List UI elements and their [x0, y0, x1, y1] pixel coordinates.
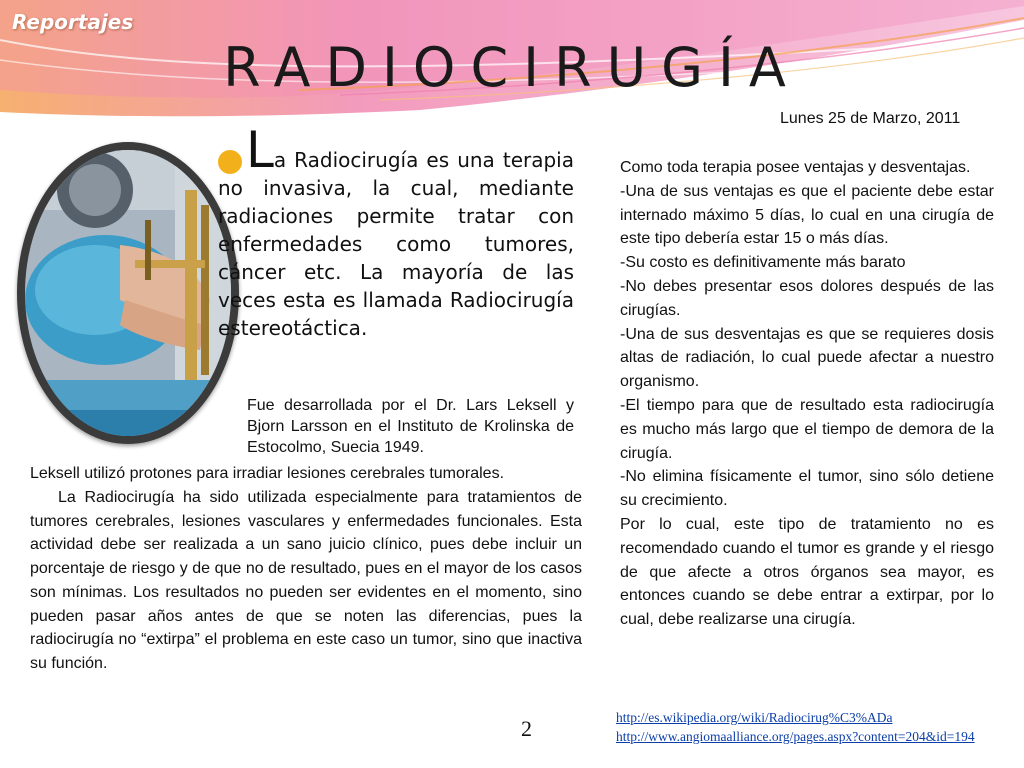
right-paragraph: -No debes presentar esos dolores después de las cirugías. [620, 277, 994, 319]
section-tag: Reportajes [12, 10, 134, 34]
intro-text: a Radiocirugía es una terapia no invasiva, la cual, mediante radiaciones permite tratar con enfermedades como tumores, cáncer etc. La mayoría de las veces esta es llamada Radiocirugía estereotáctica. [218, 148, 574, 340]
page-number: 2 [521, 716, 532, 741]
drop-cap: L [246, 121, 274, 179]
right-paragraph: -Una de sus desventajas es que se requieres dosis altas de radiación, lo cual puede afectar a nuestro organismo. [620, 325, 994, 391]
right-paragraph: -No elimina físicamente el tumor, sino sólo detiene su crecimiento. [620, 468, 994, 510]
patient-photo-frame [17, 142, 239, 444]
intro-paragraph [218, 121, 574, 342]
body-paragraph: La Radiocirugía ha sido utilizada especialmente para tratamientos de tumores cerebrales, lesiones vasculares y enfermedades funcionales. Esta actividad debe ser realizada a un sano juicio clínico, pues debe incluir un porcentaje de riesgo y de que no de resultado, pues en el mayor de los casos son mínimas. Los resultados no pueden ser evidentes en el momento, sino pueden pasar años antes de que se noten las diferencias, pues la radiocirugía no “extirpa” el problema en este caso un tumor, sino que inactiva su función. [30, 489, 582, 672]
right-paragraph: Como toda terapia posee ventajas y desventajas. [620, 159, 971, 176]
bullet-icon [218, 150, 242, 174]
publication-date: Lunes 25 de Marzo, 2011 [780, 110, 961, 127]
reference-link-wikipedia[interactable]: http://es.wikipedia.org/wiki/Radiocirug%C3%ADa [616, 710, 893, 725]
right-paragraph: -El tiempo para que de resultado esta radiocirugía es mucho más largo que el tiempo de demora de la cirugía. [620, 396, 994, 462]
right-paragraph: -Una de sus ventajas es que el paciente debe estar internado máximo 5 días, lo cual en una cirugía de este tipo debería estar 15 o más días. [620, 182, 994, 248]
patient-photo [25, 150, 231, 436]
history-paragraph: Fue desarrollada por el Dr. Lars Leksell y Bjorn Larsson en el Instituto de Krolinska de Estocolmo, Suecia 1949. [247, 397, 574, 456]
right-paragraph: -Su costo es definitivamente más barato [620, 254, 906, 272]
advantages-column [620, 156, 994, 632]
leksell-line: Leksell utilizó protones para irradiar lesiones cerebrales tumorales. [30, 465, 505, 482]
reference-link-angioma[interactable]: http://www.angiomaalliance.org/pages.aspx?content=204&id=194 [616, 729, 975, 744]
right-paragraph: Por lo cual, este tipo de tratamiento no es recomendado cuando el tumor es grande y el riesgo de que afecte a otros órganos sea mayor, es entonces cuando se debe entrar a extirpar, por lo cual, debe realizarse una cirugía. [620, 515, 994, 629]
page-title: RADIOCIRUGÍA [223, 36, 801, 99]
references [616, 708, 1016, 746]
